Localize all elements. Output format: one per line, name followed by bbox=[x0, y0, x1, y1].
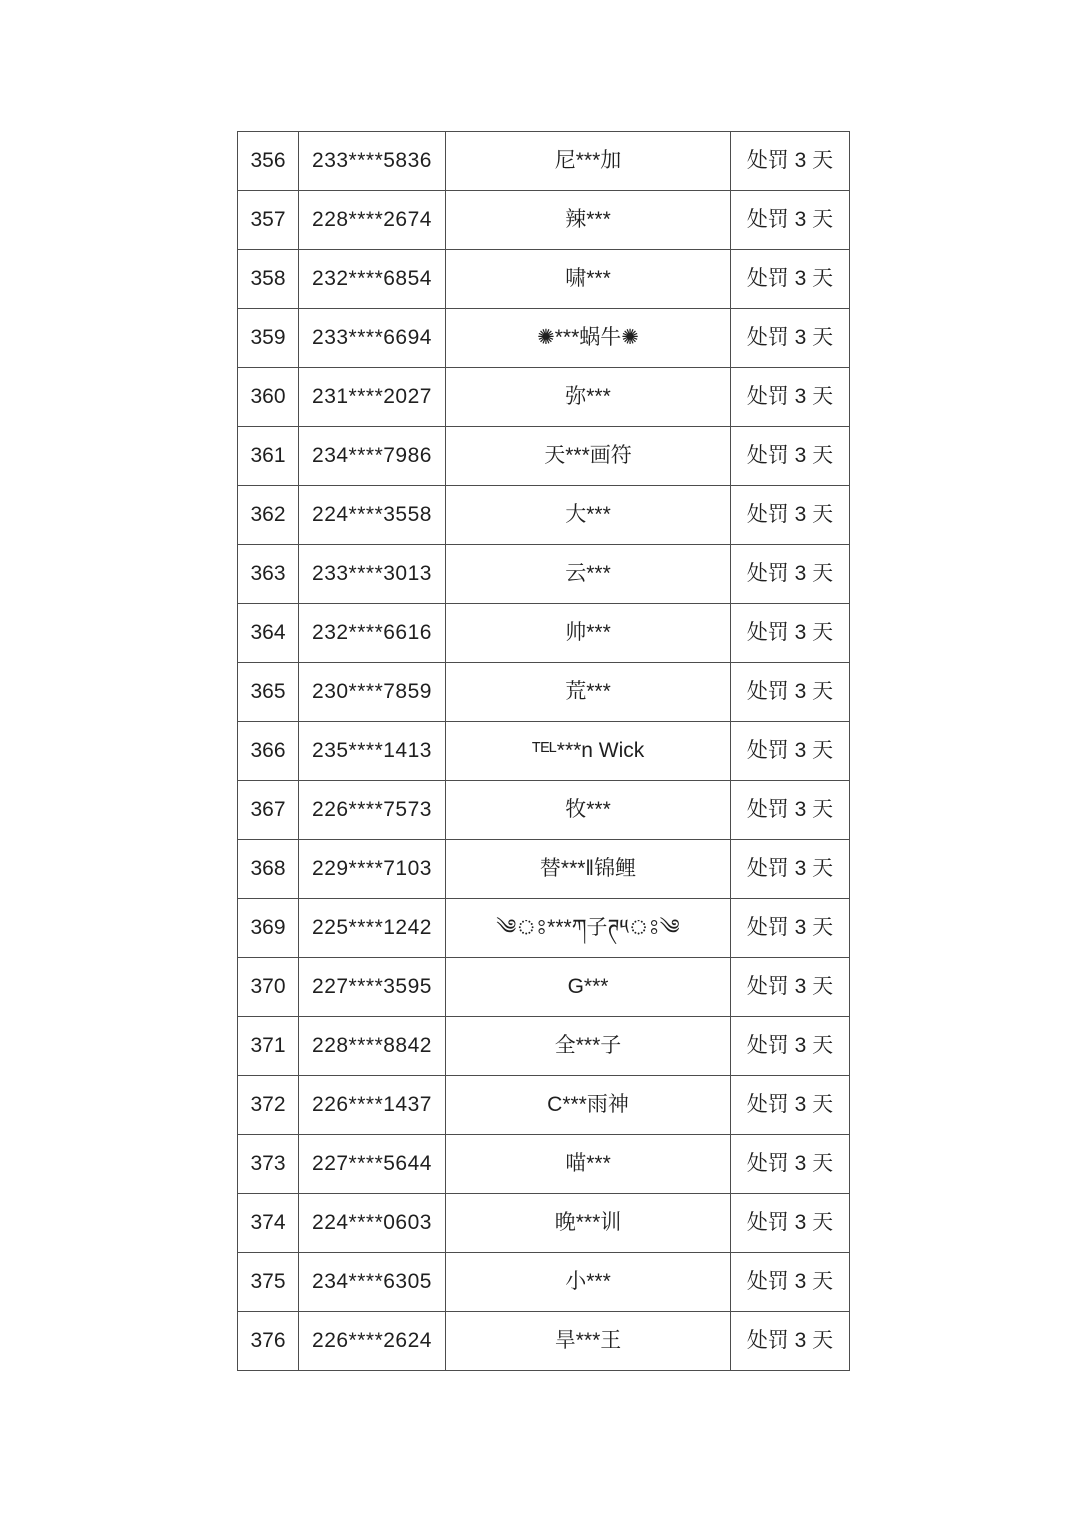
nickname-cell: 云*** bbox=[446, 545, 731, 604]
row-number-cell: 373 bbox=[238, 1135, 299, 1194]
row-number-cell: 366 bbox=[238, 722, 299, 781]
row-number-cell: 357 bbox=[238, 191, 299, 250]
penalty-cell: 处罚 3 天 bbox=[731, 427, 850, 486]
table-row bbox=[238, 722, 850, 781]
account-cell: 233****3013 bbox=[299, 545, 446, 604]
row-number-cell: 359 bbox=[238, 309, 299, 368]
row-number-cell: 370 bbox=[238, 958, 299, 1017]
account-cell: 231****2027 bbox=[299, 368, 446, 427]
penalty-cell: 处罚 3 天 bbox=[731, 899, 850, 958]
account-cell: 232****6854 bbox=[299, 250, 446, 309]
table-row bbox=[238, 1076, 850, 1135]
account-cell: 226****1437 bbox=[299, 1076, 446, 1135]
table-row bbox=[238, 958, 850, 1017]
nickname-cell: 小*** bbox=[446, 1253, 731, 1312]
account-cell: 228****8842 bbox=[299, 1017, 446, 1076]
account-cell: 233****6694 bbox=[299, 309, 446, 368]
nickname-cell: 喵*** bbox=[446, 1135, 731, 1194]
nickname-cell: G*** bbox=[446, 958, 731, 1017]
penalty-cell: 处罚 3 天 bbox=[731, 958, 850, 1017]
penalty-cell: 处罚 3 天 bbox=[731, 663, 850, 722]
penalty-cell: 处罚 3 天 bbox=[731, 309, 850, 368]
penalty-cell: 处罚 3 天 bbox=[731, 486, 850, 545]
account-cell: 235****1413 bbox=[299, 722, 446, 781]
nickname-cell: 大*** bbox=[446, 486, 731, 545]
account-cell: 232****6616 bbox=[299, 604, 446, 663]
table-row bbox=[238, 368, 850, 427]
row-number-cell: 360 bbox=[238, 368, 299, 427]
account-cell: 224****0603 bbox=[299, 1194, 446, 1253]
nickname-cell: 帅*** bbox=[446, 604, 731, 663]
account-cell: 227****3595 bbox=[299, 958, 446, 1017]
table-wrap bbox=[237, 131, 850, 1371]
account-cell: 234****6305 bbox=[299, 1253, 446, 1312]
nickname-cell: 全***子 bbox=[446, 1017, 731, 1076]
penalty-cell: 处罚 3 天 bbox=[731, 250, 850, 309]
nickname-cell: 晚***训 bbox=[446, 1194, 731, 1253]
account-cell: 226****2624 bbox=[299, 1312, 446, 1371]
table-row bbox=[238, 309, 850, 368]
table-row bbox=[238, 427, 850, 486]
penalty-cell: 处罚 3 天 bbox=[731, 1194, 850, 1253]
account-cell: 227****5644 bbox=[299, 1135, 446, 1194]
penalty-cell: 处罚 3 天 bbox=[731, 1312, 850, 1371]
nickname-cell: 辣*** bbox=[446, 191, 731, 250]
row-number-cell: 372 bbox=[238, 1076, 299, 1135]
table-row bbox=[238, 191, 850, 250]
account-cell: 229****7103 bbox=[299, 840, 446, 899]
account-cell: 234****7986 bbox=[299, 427, 446, 486]
account-cell: 233****5836 bbox=[299, 132, 446, 191]
account-cell: 226****7573 bbox=[299, 781, 446, 840]
row-number-cell: 371 bbox=[238, 1017, 299, 1076]
table-row bbox=[238, 663, 850, 722]
row-number-cell: 364 bbox=[238, 604, 299, 663]
nickname-cell: ✺***蜗牛✺ bbox=[446, 309, 731, 368]
row-number-cell: 367 bbox=[238, 781, 299, 840]
table-row bbox=[238, 781, 850, 840]
row-number-cell: 365 bbox=[238, 663, 299, 722]
nickname-cell: 牧*** bbox=[446, 781, 731, 840]
nickname-cell: 替***‖锦鲤 bbox=[446, 840, 731, 899]
account-cell: 224****3558 bbox=[299, 486, 446, 545]
row-number-cell: 356 bbox=[238, 132, 299, 191]
penalty-cell: 处罚 3 天 bbox=[731, 191, 850, 250]
punishment-table-body bbox=[238, 132, 850, 1371]
table-row bbox=[238, 1312, 850, 1371]
table-row bbox=[238, 1194, 850, 1253]
table-row bbox=[238, 250, 850, 309]
row-number-cell: 374 bbox=[238, 1194, 299, 1253]
nickname-cell: 旱***王 bbox=[446, 1312, 731, 1371]
table-row bbox=[238, 545, 850, 604]
nickname-cell: 啸*** bbox=[446, 250, 731, 309]
penalty-cell: 处罚 3 天 bbox=[731, 132, 850, 191]
account-cell: 228****2674 bbox=[299, 191, 446, 250]
nickname-cell: 尼***加 bbox=[446, 132, 731, 191]
table-row bbox=[238, 899, 850, 958]
table-row bbox=[238, 1135, 850, 1194]
row-number-cell: 375 bbox=[238, 1253, 299, 1312]
punishment-table bbox=[237, 131, 850, 1371]
penalty-cell: 处罚 3 天 bbox=[731, 1253, 850, 1312]
account-cell: 225****1242 bbox=[299, 899, 446, 958]
table-row bbox=[238, 132, 850, 191]
row-number-cell: 369 bbox=[238, 899, 299, 958]
penalty-cell: 处罚 3 天 bbox=[731, 1017, 850, 1076]
penalty-cell: 处罚 3 天 bbox=[731, 604, 850, 663]
penalty-cell: 处罚 3 天 bbox=[731, 840, 850, 899]
penalty-cell: 处罚 3 天 bbox=[731, 1076, 850, 1135]
nickname-cell: 天***画符 bbox=[446, 427, 731, 486]
row-number-cell: 368 bbox=[238, 840, 299, 899]
penalty-cell: 处罚 3 天 bbox=[731, 368, 850, 427]
nickname-cell: C***雨神 bbox=[446, 1076, 731, 1135]
penalty-cell: 处罚 3 天 bbox=[731, 545, 850, 604]
table-row bbox=[238, 1017, 850, 1076]
table-row bbox=[238, 840, 850, 899]
penalty-cell: 处罚 3 天 bbox=[731, 722, 850, 781]
row-number-cell: 363 bbox=[238, 545, 299, 604]
account-cell: 230****7859 bbox=[299, 663, 446, 722]
penalty-cell: 处罚 3 天 bbox=[731, 781, 850, 840]
row-number-cell: 358 bbox=[238, 250, 299, 309]
nickname-cell: 荒*** bbox=[446, 663, 731, 722]
nickname-cell: ᵀᴱᴸ***n Wick bbox=[446, 722, 731, 781]
table-row bbox=[238, 604, 850, 663]
nickname-cell: 弥*** bbox=[446, 368, 731, 427]
penalty-cell: 处罚 3 天 bbox=[731, 1135, 850, 1194]
table-row bbox=[238, 1253, 850, 1312]
table-row bbox=[238, 486, 850, 545]
row-number-cell: 361 bbox=[238, 427, 299, 486]
nickname-cell: ༄ঃ***ཀ子ཊ༥ঃ༄ bbox=[446, 899, 731, 958]
row-number-cell: 362 bbox=[238, 486, 299, 545]
row-number-cell: 376 bbox=[238, 1312, 299, 1371]
